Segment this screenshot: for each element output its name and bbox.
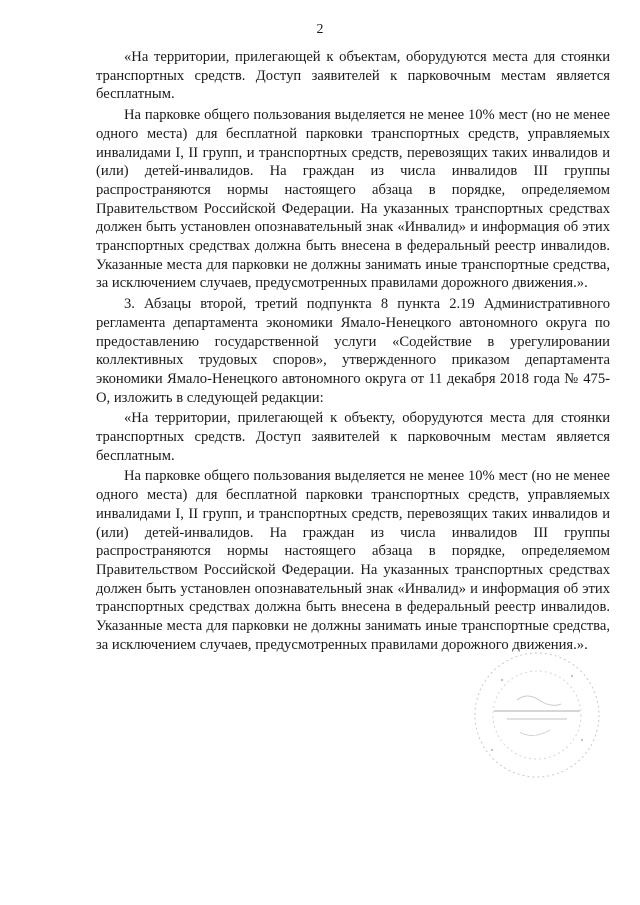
- seal-stamp-icon: [462, 640, 612, 790]
- paragraph-5: На парковке общего пользования выделяется не менее 10% мест (но не менее одного места) для бесплатной парковки транспортных средств, управляемых инвалидами I, II групп, и транспортных средств, перевозящих таких инвалидов и (или) детей-инвалидов. На граждан из числа инвалидов III группы распространяются нормы настоящего абзаца в порядке, определяемом Правительством Российской Федерации. На указанных транспортных средствах должен быть установлен опознавательный знак «Инвалид» и информация об этих транспортных средствах должна быть внесена в федеральный реестр инвалидов. Указанные места для парковки не должны занимать иные транспортные средства, за исключением случаев, предусмотренных правилами дорожного движения.».: [96, 468, 610, 653]
- page-number: 2: [316, 22, 324, 37]
- paragraph-1: «На территории, прилегающей к объектам, оборудуются места для стоянки транспортных средств. Доступ заявителей к парковочным местам является бесплатным.: [96, 49, 610, 103]
- paragraph-2: На парковке общего пользования выделяется не менее 10% мест (но не менее одного места) для бесплатной парковки транспортных средств, управляемых инвалидами I, II групп, и транспортных средств, перевозящих таких инвалидов и (или) детей-инвалидов. На граждан из числа инвалидов III группы распространяются нормы настоящего абзаца в порядке, определяемом Правительством Российской Федерации. На указанных транспортных средствах должен быть установлен опознавательный знак «Инвалид» и информация об этих транспортных средствах должна быть внесена в федеральный реестр инвалидов. Указанные места для парковки не должны занимать иные транспортные средства, за исключением случаев, предусмотренных правилами дорожного движения.».: [96, 107, 610, 292]
- document-body: [96, 48, 610, 657]
- paragraph-4: «На территории, прилегающей к объекту, оборудуются места для стоянки транспортных средств. Доступ заявителей к парковочным местам является бесплатным.: [96, 410, 610, 464]
- paragraph-3: 3. Абзацы второй, третий подпункта 8 пункта 2.19 Административного регламента департамента экономики Ямало-Ненецкого автономного округа по предоставлению государственной услуги «Содействие в урегулировании коллективных трудовых споров», утвержденного приказом департамента экономики Ямало-Ненецкого автономного округа от 11 декабря 2018 года № 475-О, изложить в следующей редакции:: [96, 296, 610, 406]
